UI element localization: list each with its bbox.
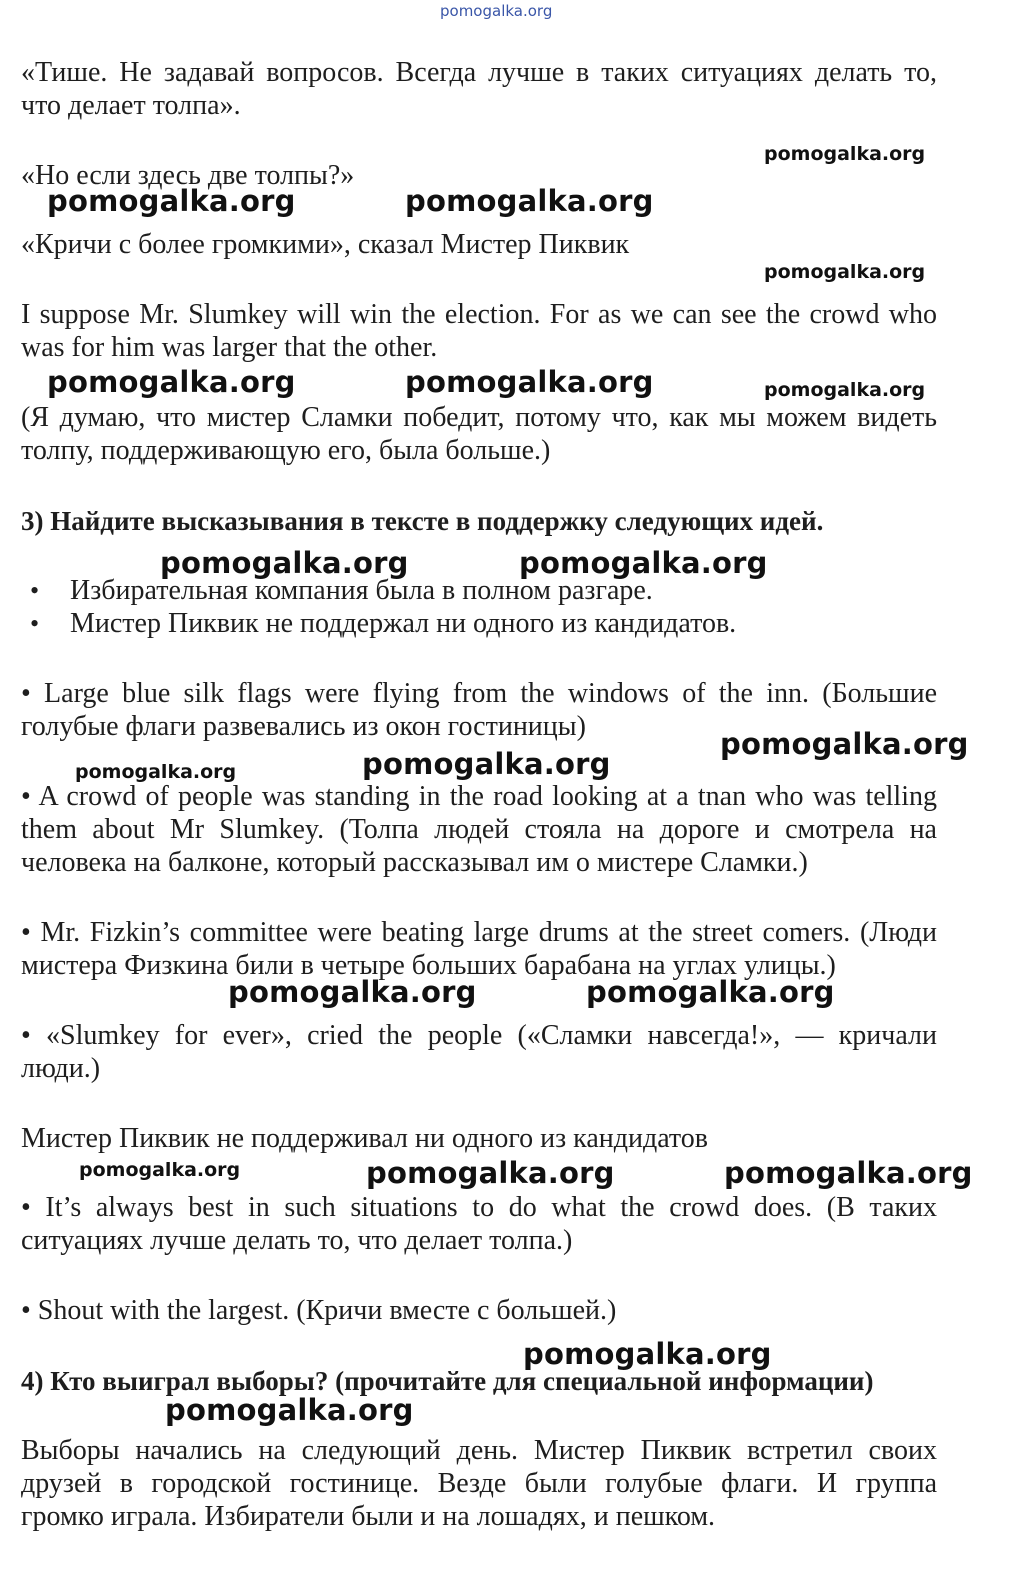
bullet-item: Избирательная компания была в полном разгаре. (70, 575, 653, 606)
paragraph-line: • Large blue silk flags were flying from the windows of the inn. (Большие (21, 678, 937, 709)
paragraph-line: человека на балконе, который рассказывал им о мистере Сламки.) (21, 847, 808, 878)
paragraph-line: • Mr. Fizkin’s committee were beating large drums at the street comers. (Люди (21, 917, 937, 948)
paragraph-line: мистера Физкина били в четыре больших барабана на углах улицы.) (21, 950, 836, 981)
watermark: pomogalka.org (405, 365, 654, 399)
paragraph-line: голубые флаги развевались из окон гостиницы) (21, 711, 586, 742)
watermark: pomogalka.org (165, 1393, 414, 1427)
section-heading-3: 3) Найдите высказывания в тексте в поддержку следующих идей. (21, 506, 824, 536)
section-heading-4: 4) Кто выиграл выборы? (прочитайте для специальной информации) (21, 1366, 874, 1396)
watermark: pomogalka.org (586, 975, 835, 1009)
paragraph-line: • «Slumkey for ever», cried the people («Сламки навсегда!», — кричали (21, 1020, 937, 1051)
bullet-dot: • (30, 576, 40, 605)
paragraph-line: them about Mr Slumkey. (Толпа людей стояла на дороге и смотрела на (21, 814, 937, 845)
paragraph-line: друзей в городской гостинице. Везде были голубые флаги. И группа (21, 1468, 937, 1499)
paragraph-line: • It’s always best in such situations to do what the crowd does. (В таких (21, 1192, 937, 1223)
watermark-top: pomogalka.org (440, 2, 553, 20)
paragraph-line: was for him was larger that the other. (21, 332, 438, 363)
watermark: pomogalka.org (228, 975, 477, 1009)
watermark: pomogalka.org (523, 1337, 772, 1371)
paragraph-line: люди.) (21, 1053, 101, 1084)
bullet-item: Мистер Пиквик не поддержал ни одного из кандидатов. (70, 608, 737, 639)
watermark: pomogalka.org (79, 1159, 241, 1181)
watermark: pomogalka.org (47, 365, 296, 399)
paragraph-line: (Я думаю, что мистер Сламки победит, потому что, как мы можем видеть (21, 402, 937, 433)
paragraph-line: Мистер Пиквик не поддерживал ни одного из кандидатов (21, 1123, 709, 1154)
paragraph-line: • Shout with the largest. (Кричи вместе с большей.) (21, 1295, 617, 1326)
watermark: pomogalka.org (724, 1156, 973, 1190)
watermark: pomogalka.org (362, 747, 611, 781)
watermark: pomogalka.org (160, 546, 409, 580)
paragraph-line: «Кричи с более громкими», сказал Мистер Пиквик (21, 229, 630, 260)
paragraph-line: ситуациях лучше делать то, что делает толпа.) (21, 1225, 573, 1256)
watermark: pomogalka.org (75, 761, 237, 783)
watermark: pomogalka.org (764, 379, 926, 401)
watermark: pomogalka.org (519, 546, 768, 580)
paragraph-line: что делает толпа». (21, 90, 241, 121)
watermark: pomogalka.org (405, 184, 654, 218)
watermark: pomogalka.org (47, 184, 296, 218)
bullet-dot: • (30, 609, 40, 638)
watermark: pomogalka.org (764, 143, 926, 165)
paragraph-line: толпу, поддерживающую его, была больше.) (21, 435, 551, 466)
watermark: pomogalka.org (366, 1156, 615, 1190)
paragraph-line: «Но если здесь две толпы?» (21, 160, 355, 191)
paragraph-line: громко играла. Избиратели были и на лошадях, и пешком. (21, 1501, 716, 1532)
paragraph-line: «Тише. Не задавай вопросов. Всегда лучше в таких ситуациях делать то, (21, 57, 937, 88)
paragraph-line: • A crowd of people was standing in the road looking at a tnan who was telling (21, 781, 937, 812)
watermark: pomogalka.org (764, 261, 926, 283)
paragraph-line: I suppose Mr. Slumkey will win the election. For as we can see the crowd who (21, 299, 937, 330)
watermark: pomogalka.org (720, 727, 969, 761)
paragraph-line: Выборы начались на следующий день. Мистер Пиквик встретил своих (21, 1435, 937, 1466)
